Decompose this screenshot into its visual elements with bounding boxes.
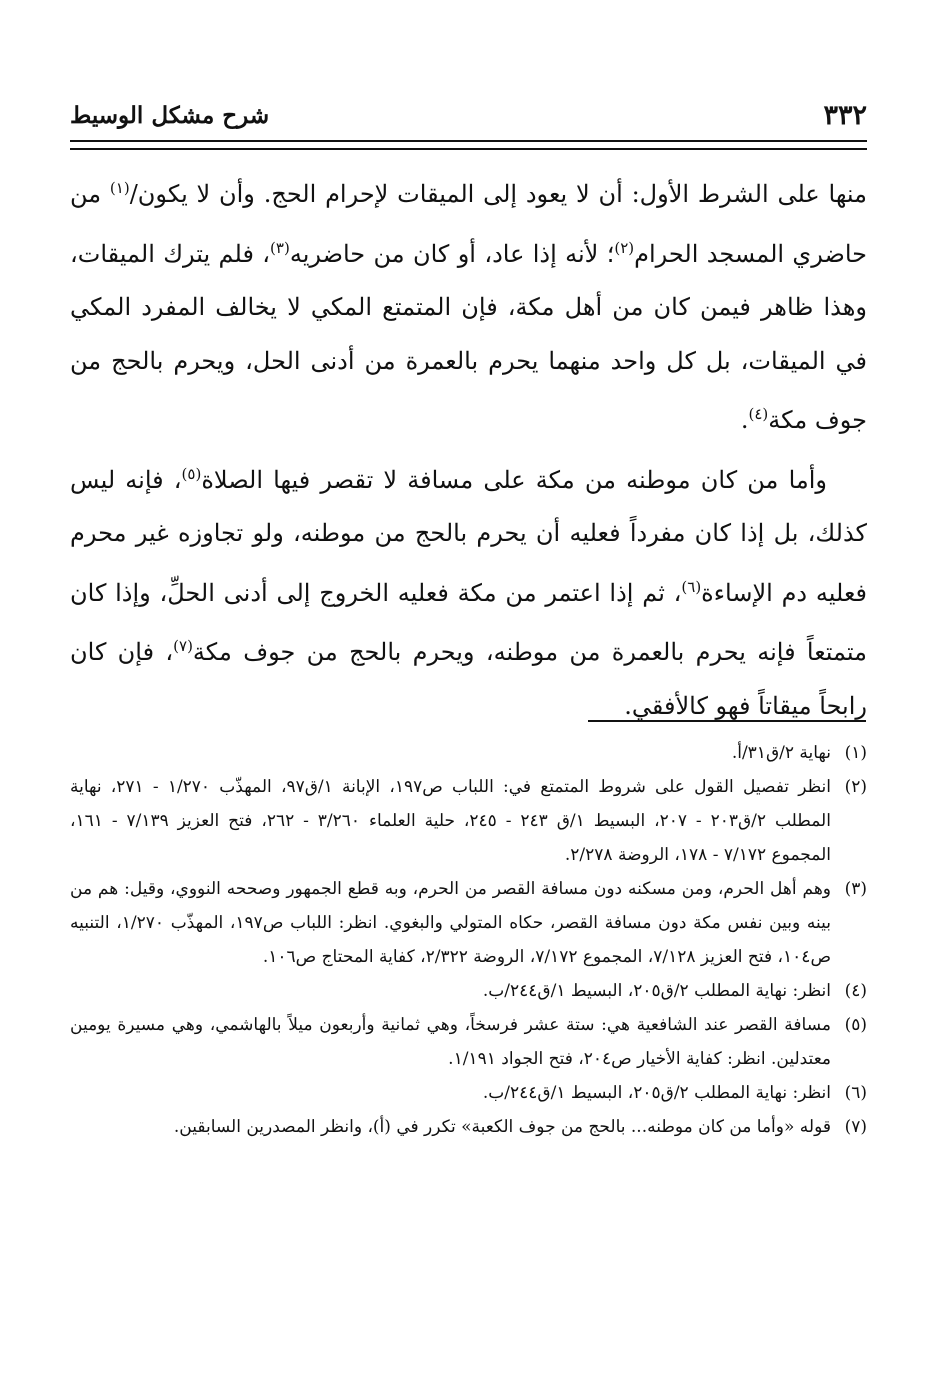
footnote-separator [588,720,866,722]
running-title: شرح مشكل الوسيط [70,102,270,129]
footnote-number: (٣) [844,879,867,899]
footnote-5 [70,1008,867,1076]
text-run: ؛ لأنه إذا عاد، أو كان من حاضريه [289,239,615,268]
footnote-text: مسافة القصر عند الشافعية هي: ستة عشر فرسخاً، وهي ثمانية وأربعون ميلاً بالهاشمي، وهي مسيرة يومين معتدلين. انظر: كفاية الأخيار ص٢٠٤، فتح الجواد ١/١٩١. [70,1015,831,1069]
footnote-6 [70,1076,867,1110]
footnote-7 [70,1110,867,1144]
page-header [70,98,867,140]
footnote-marker: (٥) [181,464,202,483]
text-run: ، ثم إذا اعتمر من مكة فعليه الخروج إلى أدنى الحلِّ، وإذا كان متمتعاً فإنه يحرم بالعمرة من موطنه، ويحرم بالحج من جوف مكة [70,578,867,666]
footnote-number: (٥) [844,1015,867,1035]
footnote-number: (٦) [844,1083,867,1103]
footnote-2 [70,770,867,872]
footnote-text: نهاية ٢/ق٣١/أ. [731,743,831,763]
header-double-rule [70,140,867,150]
footnote-number: (٤) [844,981,867,1001]
footnote-marker: (٣) [270,238,290,257]
footnote-4 [70,974,867,1008]
footnote-text: قوله «وأما من كان موطنه... بالحج من جوف الكعبة» تكرر في (أ)، وانظر المصدرين السابقين. [173,1117,831,1137]
footnote-number: (٢) [844,777,867,797]
text-run: ، فإن كان رابحاً ميقاتاً فهو كالأفقي. [70,638,867,720]
page-number: ٣٣٢ [823,100,867,131]
footnote-marker: (٦) [681,577,702,596]
footnote-marker: (١) [109,179,130,197]
footnote-marker: (٧) [173,637,193,655]
footnotes [70,736,867,1144]
text-run: من حاضري المسجد الحرام [70,180,867,268]
text-run: ، فإنه ليس كذلك، بل إذا كان مفرداً فعليه أن يحرم بالحج من موطنه، ولو تجاوزه غير محرم فعليه دم الإساءة [70,465,867,607]
footnote-text: وهم أهل الحرم، ومن مسكنه دون مسافة القصر من الحرم، وبه قطع الجمهور وصححه النووي، وقيل: هم من بينه وبين نفس مكة دون مسافة القصر، حكاه المتولي والبغوي. انظر: اللباب ص١٩٧، المهذّب ١/٢٧٠، التنبيه ص١٠٤، فتح العزيز ٧/١٢٨، المجموع ٧/١٧٢، الروضة ٢/٣٢٢، كفاية المحتاج ص١٠٦. [70,879,831,967]
paragraph-2 [70,448,867,734]
footnote-marker: (٢) [614,238,635,257]
text-run: ، فلم يترك الميقات، وهذا ظاهر فيمن كان من أهل مكة، فإن المتمتع المكي لا يخالف المفرد المكي في الميقات، بل كل واحد منهما يحرم بالعمرة من أدنى الحل، ويحرم بالحج من جوف مكة [70,239,867,434]
footnote-number: (١) [844,743,867,763]
footnote-marker: (٤) [748,405,769,423]
footnote-number: (٧) [844,1117,867,1137]
footnote-text: انظر: نهاية المطلب ٢/ق٢٠٥، البسيط ١/ق٢٤٤/ب. [482,1083,831,1103]
footnote-1 [70,736,867,770]
footnote-text: انظر: نهاية المطلب ٢/ق٢٠٥، البسيط ١/ق٢٤٤/ب. [482,981,831,1001]
footnote-3 [70,872,867,974]
text-run: . [740,406,749,434]
paragraph-1 [70,162,867,448]
main-text [70,162,867,733]
footnote-text: انظر تفصيل القول على شروط المتمتع في: اللباب ص١٩٧، الإبانة ١/ق٩٧، المهذّب ١/٢٧٠ - ٢٧١، نهاية المطلب ٢/ق٢٠٣ - ٢٠٧، البسيط ١/ق ٢٤٣ - ٢٤٥، حلية العلماء ٣/٢٦٠ - ٢٦٢، فتح العزيز ٧/١٣٩ - ١٦١، المجموع ٧/١٧٢ - ١٧٨، الروضة ٢/٢٧٨. [70,777,831,865]
text-run: وأما من كان موطنه من مكة على مسافة لا تقصر فيها الصلاة [201,465,827,494]
text-run: منها على الشرط الأول: أن لا يعود إلى الميقات لإحرام الحج. وأن لا يكون/ [129,180,867,208]
